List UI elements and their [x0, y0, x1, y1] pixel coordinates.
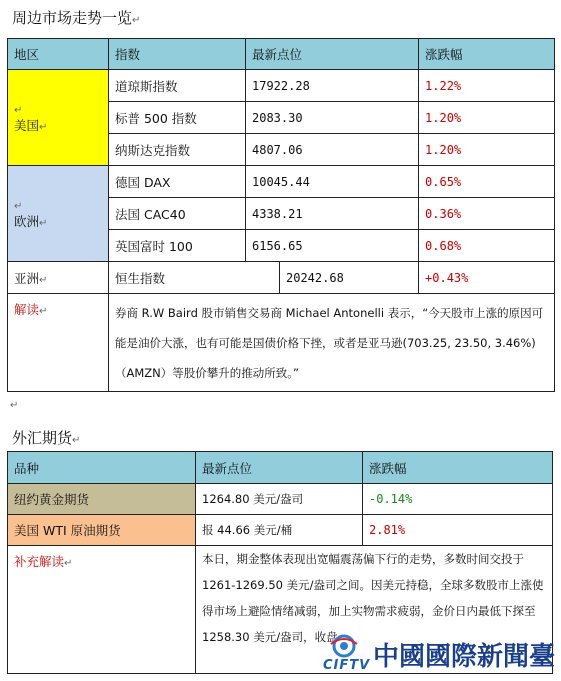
index-name: 德国 DAX [109, 166, 246, 198]
index-change: 1.20% [419, 102, 555, 134]
col-header-value: 最新点位 [196, 452, 363, 484]
table-row [8, 484, 553, 515]
table-row [8, 515, 553, 546]
col-header-change: 涨跌幅 [363, 452, 553, 484]
market-table [7, 38, 555, 392]
index-value: 2083.30 [246, 102, 419, 134]
logo-brand-en: CIFTV [323, 658, 371, 673]
market-table-header [8, 39, 555, 70]
index-change: 0.36% [419, 198, 555, 230]
ciftv-logo [317, 634, 561, 677]
index-value: 20242.68 [280, 262, 419, 294]
index-name: 纳斯达克指数 [109, 134, 246, 166]
table-row [8, 262, 555, 294]
commentary-label: 补充解读↵ [8, 546, 196, 674]
index-value: 6156.65 [246, 230, 419, 262]
commodity-value: 报 44.66 美元/桶 [196, 515, 363, 546]
futures-table-header [8, 452, 553, 484]
commentary-text: 本日，期金整体表现出宽幅震荡偏下行的走势，多数时间交投于 1261-1269.50 美元/盎司之间。因美元持稳，全球多数股市上涨使得市场上避险情绪减弱，加上实物需求疲弱，金价日内最低下探至 1258.30 美元/盎司，收盘 [196, 546, 553, 674]
commodity-value: 1264.80 美元/盎司 [196, 484, 363, 515]
index-value: 4338.21 [246, 198, 419, 230]
index-name: 法国 CAC40 [109, 198, 246, 230]
commodity-name: 美国 WTI 原油期货 [8, 515, 196, 546]
index-value: 4807.06 [246, 134, 419, 166]
col-header-value: 最新点位 [246, 39, 419, 70]
index-value: 10045.44 [246, 166, 419, 198]
section2-title: 外汇期货↵ [12, 429, 81, 447]
table-row [8, 166, 555, 198]
commodity-name: 纽约黄金期货 [8, 484, 196, 515]
region-cell-europe: ↵ 欧洲↵ [8, 166, 109, 262]
index-change: +0.43% [419, 262, 555, 294]
region-cell-asia: 亚洲↵ [8, 262, 109, 294]
commentary-text: 券商 R.W Baird 股市销售交易商 Michael Antonelli 表示，“今天股市上涨的原因可能是油价大涨，也有可能是国债价格下挫，或者是亚马逊(703.25, 23.50, 3.46%)（AMZN）等股价攀升的推动所致。” [109, 294, 555, 392]
col-header-index: 指数 [109, 39, 246, 70]
index-change: 1.20% [419, 134, 555, 166]
commodity-change: 2.81% [363, 515, 553, 546]
col-header-change: 涨跌幅 [419, 39, 555, 70]
region-cell-us: ↵ 美国↵ [8, 70, 109, 166]
index-value: 17922.28 [246, 70, 419, 102]
index-change: 1.22% [419, 70, 555, 102]
paragraph-mark: ↵ [10, 400, 19, 411]
index-name: 英国富时 100 [109, 230, 246, 262]
commentary-row [8, 294, 555, 392]
table-row [8, 70, 555, 102]
section1-title: 周边市场走势一览↵ [12, 9, 141, 27]
index-change: 0.65% [419, 166, 555, 198]
commentary-label: 解读↵ [8, 294, 109, 392]
commodity-change: -0.14% [363, 484, 553, 515]
col-header-region: 地区 [8, 39, 109, 70]
logo-brand-cn: 中國國際新聞臺 [373, 642, 556, 672]
index-change: 0.68% [419, 230, 555, 262]
index-name: 恒生指数 [109, 262, 280, 294]
col-header-name: 品种 [8, 452, 196, 484]
index-name: 道琼斯指数 [109, 70, 246, 102]
index-name: 标普 500 指数 [109, 102, 246, 134]
